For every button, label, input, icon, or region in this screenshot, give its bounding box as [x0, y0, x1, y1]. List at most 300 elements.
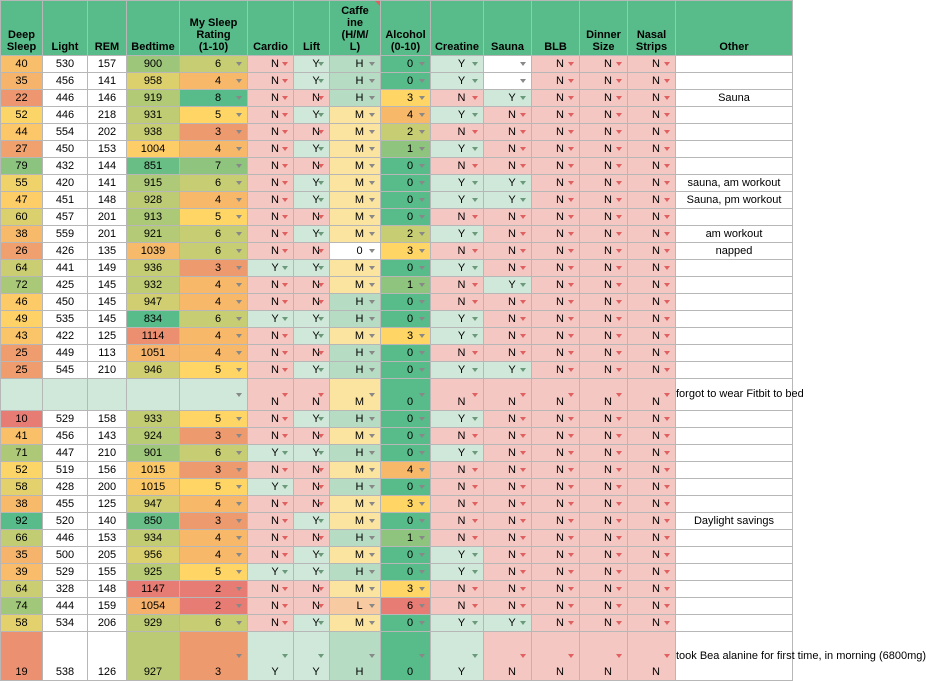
- cell-deep[interactable]: 79: [1, 158, 43, 175]
- dropdown-cardio[interactable]: [248, 564, 294, 581]
- dropdown-caff[interactable]: [330, 615, 381, 632]
- dropdown-nasal[interactable]: [628, 379, 676, 411]
- dropdown-caff[interactable]: [330, 379, 381, 411]
- cell-light[interactable]: 530: [43, 56, 88, 73]
- dropdown-sauna[interactable]: [484, 277, 532, 294]
- dropdown-blb[interactable]: [532, 328, 580, 345]
- dropdown-nasal[interactable]: [628, 530, 676, 547]
- dropdown-blb[interactable]: [532, 277, 580, 294]
- chevron-down-icon[interactable]: [616, 249, 622, 253]
- chevron-down-icon[interactable]: [369, 553, 375, 557]
- chevron-down-icon[interactable]: [568, 434, 574, 438]
- chevron-down-icon[interactable]: [282, 434, 288, 438]
- chevron-down-icon[interactable]: [282, 300, 288, 304]
- chevron-down-icon[interactable]: [282, 130, 288, 134]
- chevron-down-icon[interactable]: [282, 147, 288, 151]
- dropdown-blb[interactable]: [532, 90, 580, 107]
- chevron-down-icon[interactable]: [664, 587, 670, 591]
- dropdown-dinner[interactable]: [580, 73, 628, 90]
- chevron-down-icon[interactable]: [369, 468, 375, 472]
- dropdown-nasal[interactable]: [628, 175, 676, 192]
- chevron-down-icon[interactable]: [616, 283, 622, 287]
- cell-light[interactable]: 449: [43, 345, 88, 362]
- dropdown-rating[interactable]: [180, 124, 248, 141]
- dropdown-rating[interactable]: [180, 260, 248, 277]
- chevron-down-icon[interactable]: [664, 317, 670, 321]
- dropdown-nasal[interactable]: [628, 277, 676, 294]
- dropdown-cardio[interactable]: [248, 209, 294, 226]
- chevron-down-icon[interactable]: [568, 300, 574, 304]
- chevron-down-icon[interactable]: [472, 451, 478, 455]
- chevron-down-icon[interactable]: [236, 451, 242, 455]
- dropdown-creat[interactable]: [431, 379, 484, 411]
- chevron-down-icon[interactable]: [318, 570, 324, 574]
- chevron-down-icon[interactable]: [236, 468, 242, 472]
- chevron-down-icon[interactable]: [318, 621, 324, 625]
- cell-rem[interactable]: [88, 379, 127, 411]
- chevron-down-icon[interactable]: [520, 368, 526, 372]
- dropdown-cardio[interactable]: [248, 632, 294, 681]
- cell-bed[interactable]: 927: [127, 632, 180, 681]
- cell-deep[interactable]: 19: [1, 632, 43, 681]
- dropdown-rating[interactable]: [180, 513, 248, 530]
- dropdown-creat[interactable]: [431, 107, 484, 124]
- chevron-down-icon[interactable]: [369, 434, 375, 438]
- chevron-down-icon[interactable]: [664, 113, 670, 117]
- dropdown-alc[interactable]: [381, 192, 431, 209]
- dropdown-sauna[interactable]: [484, 90, 532, 107]
- cell-rem[interactable]: 148: [88, 581, 127, 598]
- dropdown-caff[interactable]: [330, 345, 381, 362]
- cell-light[interactable]: 447: [43, 445, 88, 462]
- chevron-down-icon[interactable]: [236, 434, 242, 438]
- dropdown-blb[interactable]: [532, 158, 580, 175]
- cell-bed[interactable]: 933: [127, 411, 180, 428]
- chevron-down-icon[interactable]: [616, 393, 622, 397]
- chevron-down-icon[interactable]: [472, 147, 478, 151]
- dropdown-sauna[interactable]: [484, 547, 532, 564]
- dropdown-sauna[interactable]: [484, 175, 532, 192]
- dropdown-lift[interactable]: [294, 479, 330, 496]
- dropdown-creat[interactable]: [431, 90, 484, 107]
- chevron-down-icon[interactable]: [664, 519, 670, 523]
- chevron-down-icon[interactable]: [520, 249, 526, 253]
- chevron-down-icon[interactable]: [520, 417, 526, 421]
- cell-bed[interactable]: 928: [127, 192, 180, 209]
- dropdown-nasal[interactable]: [628, 479, 676, 496]
- cell-bed[interactable]: 936: [127, 260, 180, 277]
- chevron-down-icon[interactable]: [236, 79, 242, 83]
- chevron-down-icon[interactable]: [472, 62, 478, 66]
- chevron-down-icon[interactable]: [282, 283, 288, 287]
- cell-deep[interactable]: 52: [1, 462, 43, 479]
- dropdown-dinner[interactable]: [580, 411, 628, 428]
- chevron-down-icon[interactable]: [318, 536, 324, 540]
- cell-light[interactable]: 450: [43, 294, 88, 311]
- chevron-down-icon[interactable]: [369, 654, 375, 658]
- cell-light[interactable]: 432: [43, 158, 88, 175]
- column-header-alc[interactable]: Alcohol (0-10): [381, 1, 431, 56]
- column-header-dinner[interactable]: Dinner Size: [580, 1, 628, 56]
- dropdown-alc[interactable]: [381, 243, 431, 260]
- cell-deep[interactable]: 47: [1, 192, 43, 209]
- chevron-down-icon[interactable]: [282, 468, 288, 472]
- chevron-down-icon[interactable]: [369, 147, 375, 151]
- dropdown-alc[interactable]: [381, 564, 431, 581]
- dropdown-blb[interactable]: [532, 56, 580, 73]
- dropdown-blb[interactable]: [532, 192, 580, 209]
- dropdown-lift[interactable]: [294, 428, 330, 445]
- chevron-down-icon[interactable]: [520, 130, 526, 134]
- chevron-down-icon[interactable]: [616, 79, 622, 83]
- dropdown-caff[interactable]: [330, 362, 381, 379]
- dropdown-lift[interactable]: [294, 547, 330, 564]
- dropdown-creat[interactable]: [431, 56, 484, 73]
- cell-deep[interactable]: 64: [1, 581, 43, 598]
- cell-rem[interactable]: 143: [88, 428, 127, 445]
- dropdown-dinner[interactable]: [580, 581, 628, 598]
- chevron-down-icon[interactable]: [520, 181, 526, 185]
- chevron-down-icon[interactable]: [236, 283, 242, 287]
- chevron-down-icon[interactable]: [664, 654, 670, 658]
- chevron-down-icon[interactable]: [369, 215, 375, 219]
- chevron-down-icon[interactable]: [369, 96, 375, 100]
- chevron-down-icon[interactable]: [369, 79, 375, 83]
- chevron-down-icon[interactable]: [419, 468, 425, 472]
- chevron-down-icon[interactable]: [664, 164, 670, 168]
- dropdown-cardio[interactable]: [248, 496, 294, 513]
- dropdown-rating[interactable]: [180, 496, 248, 513]
- cell-other[interactable]: [676, 311, 793, 328]
- chevron-down-icon[interactable]: [369, 570, 375, 574]
- dropdown-cardio[interactable]: [248, 345, 294, 362]
- chevron-down-icon[interactable]: [419, 79, 425, 83]
- dropdown-caff[interactable]: [330, 547, 381, 564]
- comment-indicator-icon[interactable]: [375, 1, 380, 6]
- chevron-down-icon[interactable]: [520, 79, 526, 83]
- dropdown-lift[interactable]: [294, 345, 330, 362]
- chevron-down-icon[interactable]: [520, 654, 526, 658]
- dropdown-cardio[interactable]: [248, 379, 294, 411]
- chevron-down-icon[interactable]: [520, 215, 526, 219]
- chevron-down-icon[interactable]: [282, 164, 288, 168]
- dropdown-cardio[interactable]: [248, 615, 294, 632]
- chevron-down-icon[interactable]: [568, 164, 574, 168]
- dropdown-lift[interactable]: [294, 496, 330, 513]
- cell-bed[interactable]: 901: [127, 445, 180, 462]
- chevron-down-icon[interactable]: [568, 351, 574, 355]
- cell-deep[interactable]: 74: [1, 598, 43, 615]
- dropdown-blb[interactable]: [532, 311, 580, 328]
- chevron-down-icon[interactable]: [664, 451, 670, 455]
- dropdown-blb[interactable]: [532, 379, 580, 411]
- chevron-down-icon[interactable]: [318, 130, 324, 134]
- dropdown-nasal[interactable]: [628, 209, 676, 226]
- dropdown-dinner[interactable]: [580, 479, 628, 496]
- dropdown-creat[interactable]: [431, 479, 484, 496]
- dropdown-cardio[interactable]: [248, 547, 294, 564]
- chevron-down-icon[interactable]: [369, 249, 375, 253]
- dropdown-creat[interactable]: [431, 598, 484, 615]
- cell-other[interactable]: [676, 345, 793, 362]
- chevron-down-icon[interactable]: [520, 434, 526, 438]
- cell-deep[interactable]: 35: [1, 547, 43, 564]
- chevron-down-icon[interactable]: [369, 536, 375, 540]
- dropdown-rating[interactable]: [180, 192, 248, 209]
- column-header-light[interactable]: Light: [43, 1, 88, 56]
- dropdown-alc[interactable]: [381, 124, 431, 141]
- dropdown-cardio[interactable]: [248, 124, 294, 141]
- dropdown-lift[interactable]: [294, 581, 330, 598]
- cell-bed[interactable]: 938: [127, 124, 180, 141]
- chevron-down-icon[interactable]: [419, 96, 425, 100]
- chevron-down-icon[interactable]: [520, 232, 526, 236]
- dropdown-nasal[interactable]: [628, 362, 676, 379]
- dropdown-cardio[interactable]: [248, 462, 294, 479]
- cell-rem[interactable]: 145: [88, 277, 127, 294]
- dropdown-caff[interactable]: [330, 564, 381, 581]
- dropdown-lift[interactable]: [294, 598, 330, 615]
- dropdown-caff[interactable]: [330, 175, 381, 192]
- chevron-down-icon[interactable]: [472, 300, 478, 304]
- dropdown-dinner[interactable]: [580, 462, 628, 479]
- cell-rem[interactable]: 141: [88, 73, 127, 90]
- chevron-down-icon[interactable]: [318, 232, 324, 236]
- dropdown-lift[interactable]: [294, 175, 330, 192]
- cell-other[interactable]: [676, 294, 793, 311]
- dropdown-alc[interactable]: [381, 632, 431, 681]
- chevron-down-icon[interactable]: [472, 334, 478, 338]
- chevron-down-icon[interactable]: [472, 536, 478, 540]
- dropdown-rating[interactable]: [180, 428, 248, 445]
- chevron-down-icon[interactable]: [568, 147, 574, 151]
- chevron-down-icon[interactable]: [568, 587, 574, 591]
- dropdown-nasal[interactable]: [628, 107, 676, 124]
- chevron-down-icon[interactable]: [472, 417, 478, 421]
- cell-bed[interactable]: 921: [127, 226, 180, 243]
- chevron-down-icon[interactable]: [664, 434, 670, 438]
- dropdown-sauna[interactable]: [484, 362, 532, 379]
- dropdown-sauna[interactable]: [484, 428, 532, 445]
- dropdown-rating[interactable]: [180, 445, 248, 462]
- chevron-down-icon[interactable]: [616, 96, 622, 100]
- cell-light[interactable]: 535: [43, 311, 88, 328]
- chevron-down-icon[interactable]: [616, 553, 622, 557]
- dropdown-blb[interactable]: [532, 362, 580, 379]
- dropdown-alc[interactable]: [381, 379, 431, 411]
- chevron-down-icon[interactable]: [369, 485, 375, 489]
- dropdown-dinner[interactable]: [580, 445, 628, 462]
- cell-deep[interactable]: 35: [1, 73, 43, 90]
- dropdown-rating[interactable]: [180, 209, 248, 226]
- dropdown-alc[interactable]: [381, 107, 431, 124]
- chevron-down-icon[interactable]: [419, 485, 425, 489]
- dropdown-dinner[interactable]: [580, 260, 628, 277]
- chevron-down-icon[interactable]: [419, 147, 425, 151]
- chevron-down-icon[interactable]: [616, 317, 622, 321]
- dropdown-creat[interactable]: [431, 243, 484, 260]
- dropdown-caff[interactable]: [330, 530, 381, 547]
- chevron-down-icon[interactable]: [664, 181, 670, 185]
- chevron-down-icon[interactable]: [318, 283, 324, 287]
- chevron-down-icon[interactable]: [369, 198, 375, 202]
- chevron-down-icon[interactable]: [369, 317, 375, 321]
- dropdown-blb[interactable]: [532, 226, 580, 243]
- chevron-down-icon[interactable]: [419, 417, 425, 421]
- chevron-down-icon[interactable]: [568, 451, 574, 455]
- cell-bed[interactable]: 924: [127, 428, 180, 445]
- dropdown-sauna[interactable]: [484, 615, 532, 632]
- chevron-down-icon[interactable]: [369, 334, 375, 338]
- dropdown-cardio[interactable]: [248, 277, 294, 294]
- dropdown-cardio[interactable]: [248, 56, 294, 73]
- dropdown-blb[interactable]: [532, 73, 580, 90]
- cell-other[interactable]: [676, 530, 793, 547]
- cell-bed[interactable]: 932: [127, 277, 180, 294]
- dropdown-sauna[interactable]: [484, 226, 532, 243]
- dropdown-nasal[interactable]: [628, 311, 676, 328]
- dropdown-rating[interactable]: [180, 564, 248, 581]
- chevron-down-icon[interactable]: [616, 621, 622, 625]
- cell-other[interactable]: [676, 615, 793, 632]
- dropdown-sauna[interactable]: [484, 479, 532, 496]
- chevron-down-icon[interactable]: [318, 485, 324, 489]
- cell-other[interactable]: forgot to wear Fitbit to bed: [676, 379, 793, 411]
- dropdown-dinner[interactable]: [580, 192, 628, 209]
- cell-light[interactable]: 529: [43, 564, 88, 581]
- chevron-down-icon[interactable]: [318, 654, 324, 658]
- dropdown-caff[interactable]: [330, 141, 381, 158]
- dropdown-creat[interactable]: [431, 175, 484, 192]
- chevron-down-icon[interactable]: [472, 621, 478, 625]
- chevron-down-icon[interactable]: [419, 164, 425, 168]
- column-header-creat[interactable]: Creatine: [431, 1, 484, 56]
- chevron-down-icon[interactable]: [616, 266, 622, 270]
- chevron-down-icon[interactable]: [419, 198, 425, 202]
- dropdown-blb[interactable]: [532, 294, 580, 311]
- dropdown-blb[interactable]: [532, 547, 580, 564]
- dropdown-rating[interactable]: [180, 141, 248, 158]
- cell-deep[interactable]: 38: [1, 226, 43, 243]
- dropdown-rating[interactable]: [180, 294, 248, 311]
- dropdown-caff[interactable]: [330, 277, 381, 294]
- cell-bed[interactable]: 915: [127, 175, 180, 192]
- dropdown-blb[interactable]: [532, 462, 580, 479]
- cell-other[interactable]: took Bea alanine for first time, in morning (6800mg): [676, 632, 793, 681]
- dropdown-sauna[interactable]: [484, 379, 532, 411]
- chevron-down-icon[interactable]: [236, 198, 242, 202]
- column-header-sauna[interactable]: Sauna: [484, 1, 532, 56]
- chevron-down-icon[interactable]: [236, 147, 242, 151]
- dropdown-alc[interactable]: [381, 209, 431, 226]
- dropdown-dinner[interactable]: [580, 277, 628, 294]
- chevron-down-icon[interactable]: [419, 266, 425, 270]
- dropdown-cardio[interactable]: [248, 530, 294, 547]
- chevron-down-icon[interactable]: [282, 181, 288, 185]
- chevron-down-icon[interactable]: [318, 215, 324, 219]
- dropdown-lift[interactable]: [294, 462, 330, 479]
- dropdown-creat[interactable]: [431, 294, 484, 311]
- cell-light[interactable]: 559: [43, 226, 88, 243]
- dropdown-lift[interactable]: [294, 243, 330, 260]
- dropdown-sauna[interactable]: [484, 530, 532, 547]
- cell-other[interactable]: [676, 496, 793, 513]
- chevron-down-icon[interactable]: [236, 351, 242, 355]
- cell-deep[interactable]: 26: [1, 243, 43, 260]
- chevron-down-icon[interactable]: [664, 502, 670, 506]
- chevron-down-icon[interactable]: [472, 553, 478, 557]
- dropdown-cardio[interactable]: [248, 445, 294, 462]
- dropdown-lift[interactable]: [294, 158, 330, 175]
- cell-other[interactable]: [676, 124, 793, 141]
- dropdown-caff[interactable]: [330, 90, 381, 107]
- cell-other[interactable]: am workout: [676, 226, 793, 243]
- dropdown-nasal[interactable]: [628, 445, 676, 462]
- chevron-down-icon[interactable]: [520, 147, 526, 151]
- chevron-down-icon[interactable]: [282, 393, 288, 397]
- cell-deep[interactable]: 71: [1, 445, 43, 462]
- chevron-down-icon[interactable]: [419, 604, 425, 608]
- cell-rem[interactable]: 156: [88, 462, 127, 479]
- dropdown-creat[interactable]: [431, 362, 484, 379]
- dropdown-lift[interactable]: [294, 311, 330, 328]
- dropdown-creat[interactable]: [431, 496, 484, 513]
- chevron-down-icon[interactable]: [664, 300, 670, 304]
- dropdown-cardio[interactable]: [248, 294, 294, 311]
- chevron-down-icon[interactable]: [318, 62, 324, 66]
- chevron-down-icon[interactable]: [236, 62, 242, 66]
- cell-deep[interactable]: [1, 379, 43, 411]
- dropdown-alc[interactable]: [381, 513, 431, 530]
- chevron-down-icon[interactable]: [318, 553, 324, 557]
- chevron-down-icon[interactable]: [318, 198, 324, 202]
- chevron-down-icon[interactable]: [282, 536, 288, 540]
- chevron-down-icon[interactable]: [568, 317, 574, 321]
- chevron-down-icon[interactable]: [369, 417, 375, 421]
- dropdown-alc[interactable]: [381, 56, 431, 73]
- chevron-down-icon[interactable]: [568, 96, 574, 100]
- chevron-down-icon[interactable]: [369, 164, 375, 168]
- dropdown-caff[interactable]: [330, 598, 381, 615]
- chevron-down-icon[interactable]: [520, 96, 526, 100]
- chevron-down-icon[interactable]: [419, 587, 425, 591]
- cell-other[interactable]: [676, 581, 793, 598]
- chevron-down-icon[interactable]: [419, 215, 425, 219]
- dropdown-creat[interactable]: [431, 141, 484, 158]
- cell-rem[interactable]: 145: [88, 311, 127, 328]
- chevron-down-icon[interactable]: [419, 113, 425, 117]
- dropdown-creat[interactable]: [431, 277, 484, 294]
- dropdown-dinner[interactable]: [580, 530, 628, 547]
- chevron-down-icon[interactable]: [472, 434, 478, 438]
- dropdown-lift[interactable]: [294, 73, 330, 90]
- cell-other[interactable]: [676, 277, 793, 294]
- chevron-down-icon[interactable]: [419, 300, 425, 304]
- dropdown-rating[interactable]: [180, 530, 248, 547]
- cell-other[interactable]: [676, 479, 793, 496]
- dropdown-cardio[interactable]: [248, 243, 294, 260]
- dropdown-cardio[interactable]: [248, 411, 294, 428]
- dropdown-dinner[interactable]: [580, 598, 628, 615]
- chevron-down-icon[interactable]: [318, 181, 324, 185]
- dropdown-sauna[interactable]: [484, 445, 532, 462]
- cell-rem[interactable]: 126: [88, 632, 127, 681]
- chevron-down-icon[interactable]: [472, 654, 478, 658]
- cell-light[interactable]: 425: [43, 277, 88, 294]
- cell-light[interactable]: 420: [43, 175, 88, 192]
- cell-bed[interactable]: 925: [127, 564, 180, 581]
- cell-rem[interactable]: 144: [88, 158, 127, 175]
